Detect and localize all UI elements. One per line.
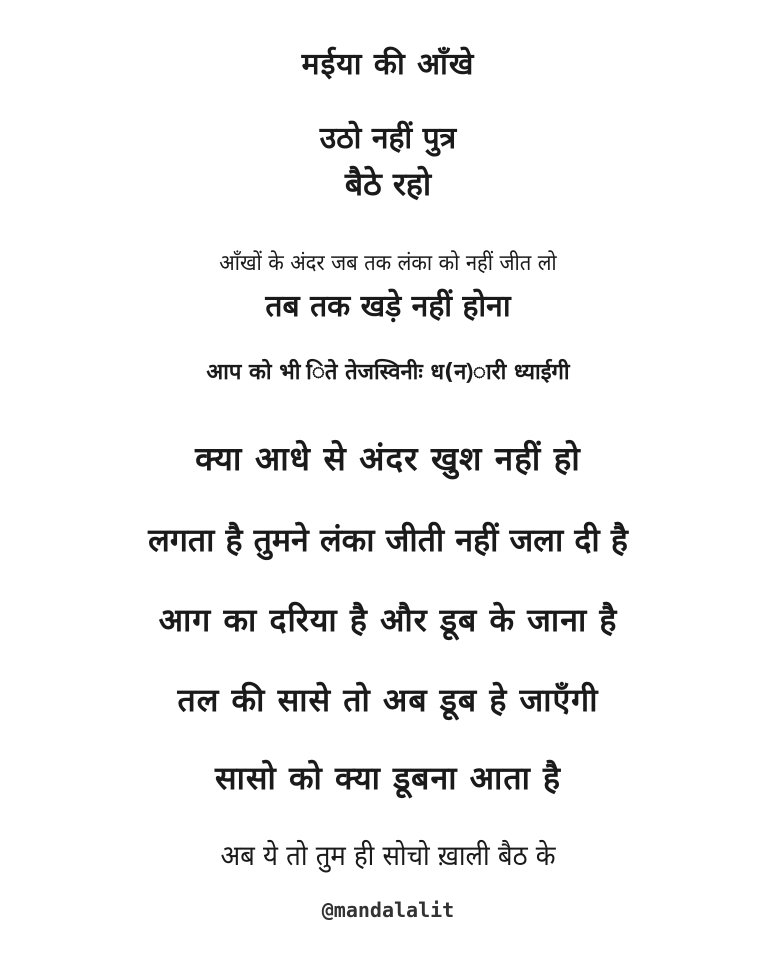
poem-line: तल की सासे तो अब डूब हे जाएँगी [177,681,599,719]
poem-line: अब ये तो तुम ही सोचो ख़ाली बैठ के [220,839,556,872]
poem-line: लगता है तुमने लंका जीती नहीं जला दी है [148,521,628,559]
poem-line: उठो नहीं पुत्र [319,121,457,156]
poem-title: मईया की आँखे [301,47,475,82]
author-handle: @mandalalit [321,898,455,922]
poem-line: बैठे रहो [344,165,432,203]
poem-line: तब तक खड़े नहीं होना [265,289,511,324]
poem-line: आग का दरिया है और डूब के जाना है [158,601,618,639]
poem-line: क्या आधे से अंदर खुश नहीं हो [195,439,581,478]
poem-line: आँखों के अंदर जब तक लंका को नहीं जीत लो [219,251,557,276]
poem-line: आप को भी िते तेजस्विनीः ध(न)ारी ध्याईगी [206,360,570,385]
poem-line: सासो को क्या डूबना आता है [214,759,562,797]
